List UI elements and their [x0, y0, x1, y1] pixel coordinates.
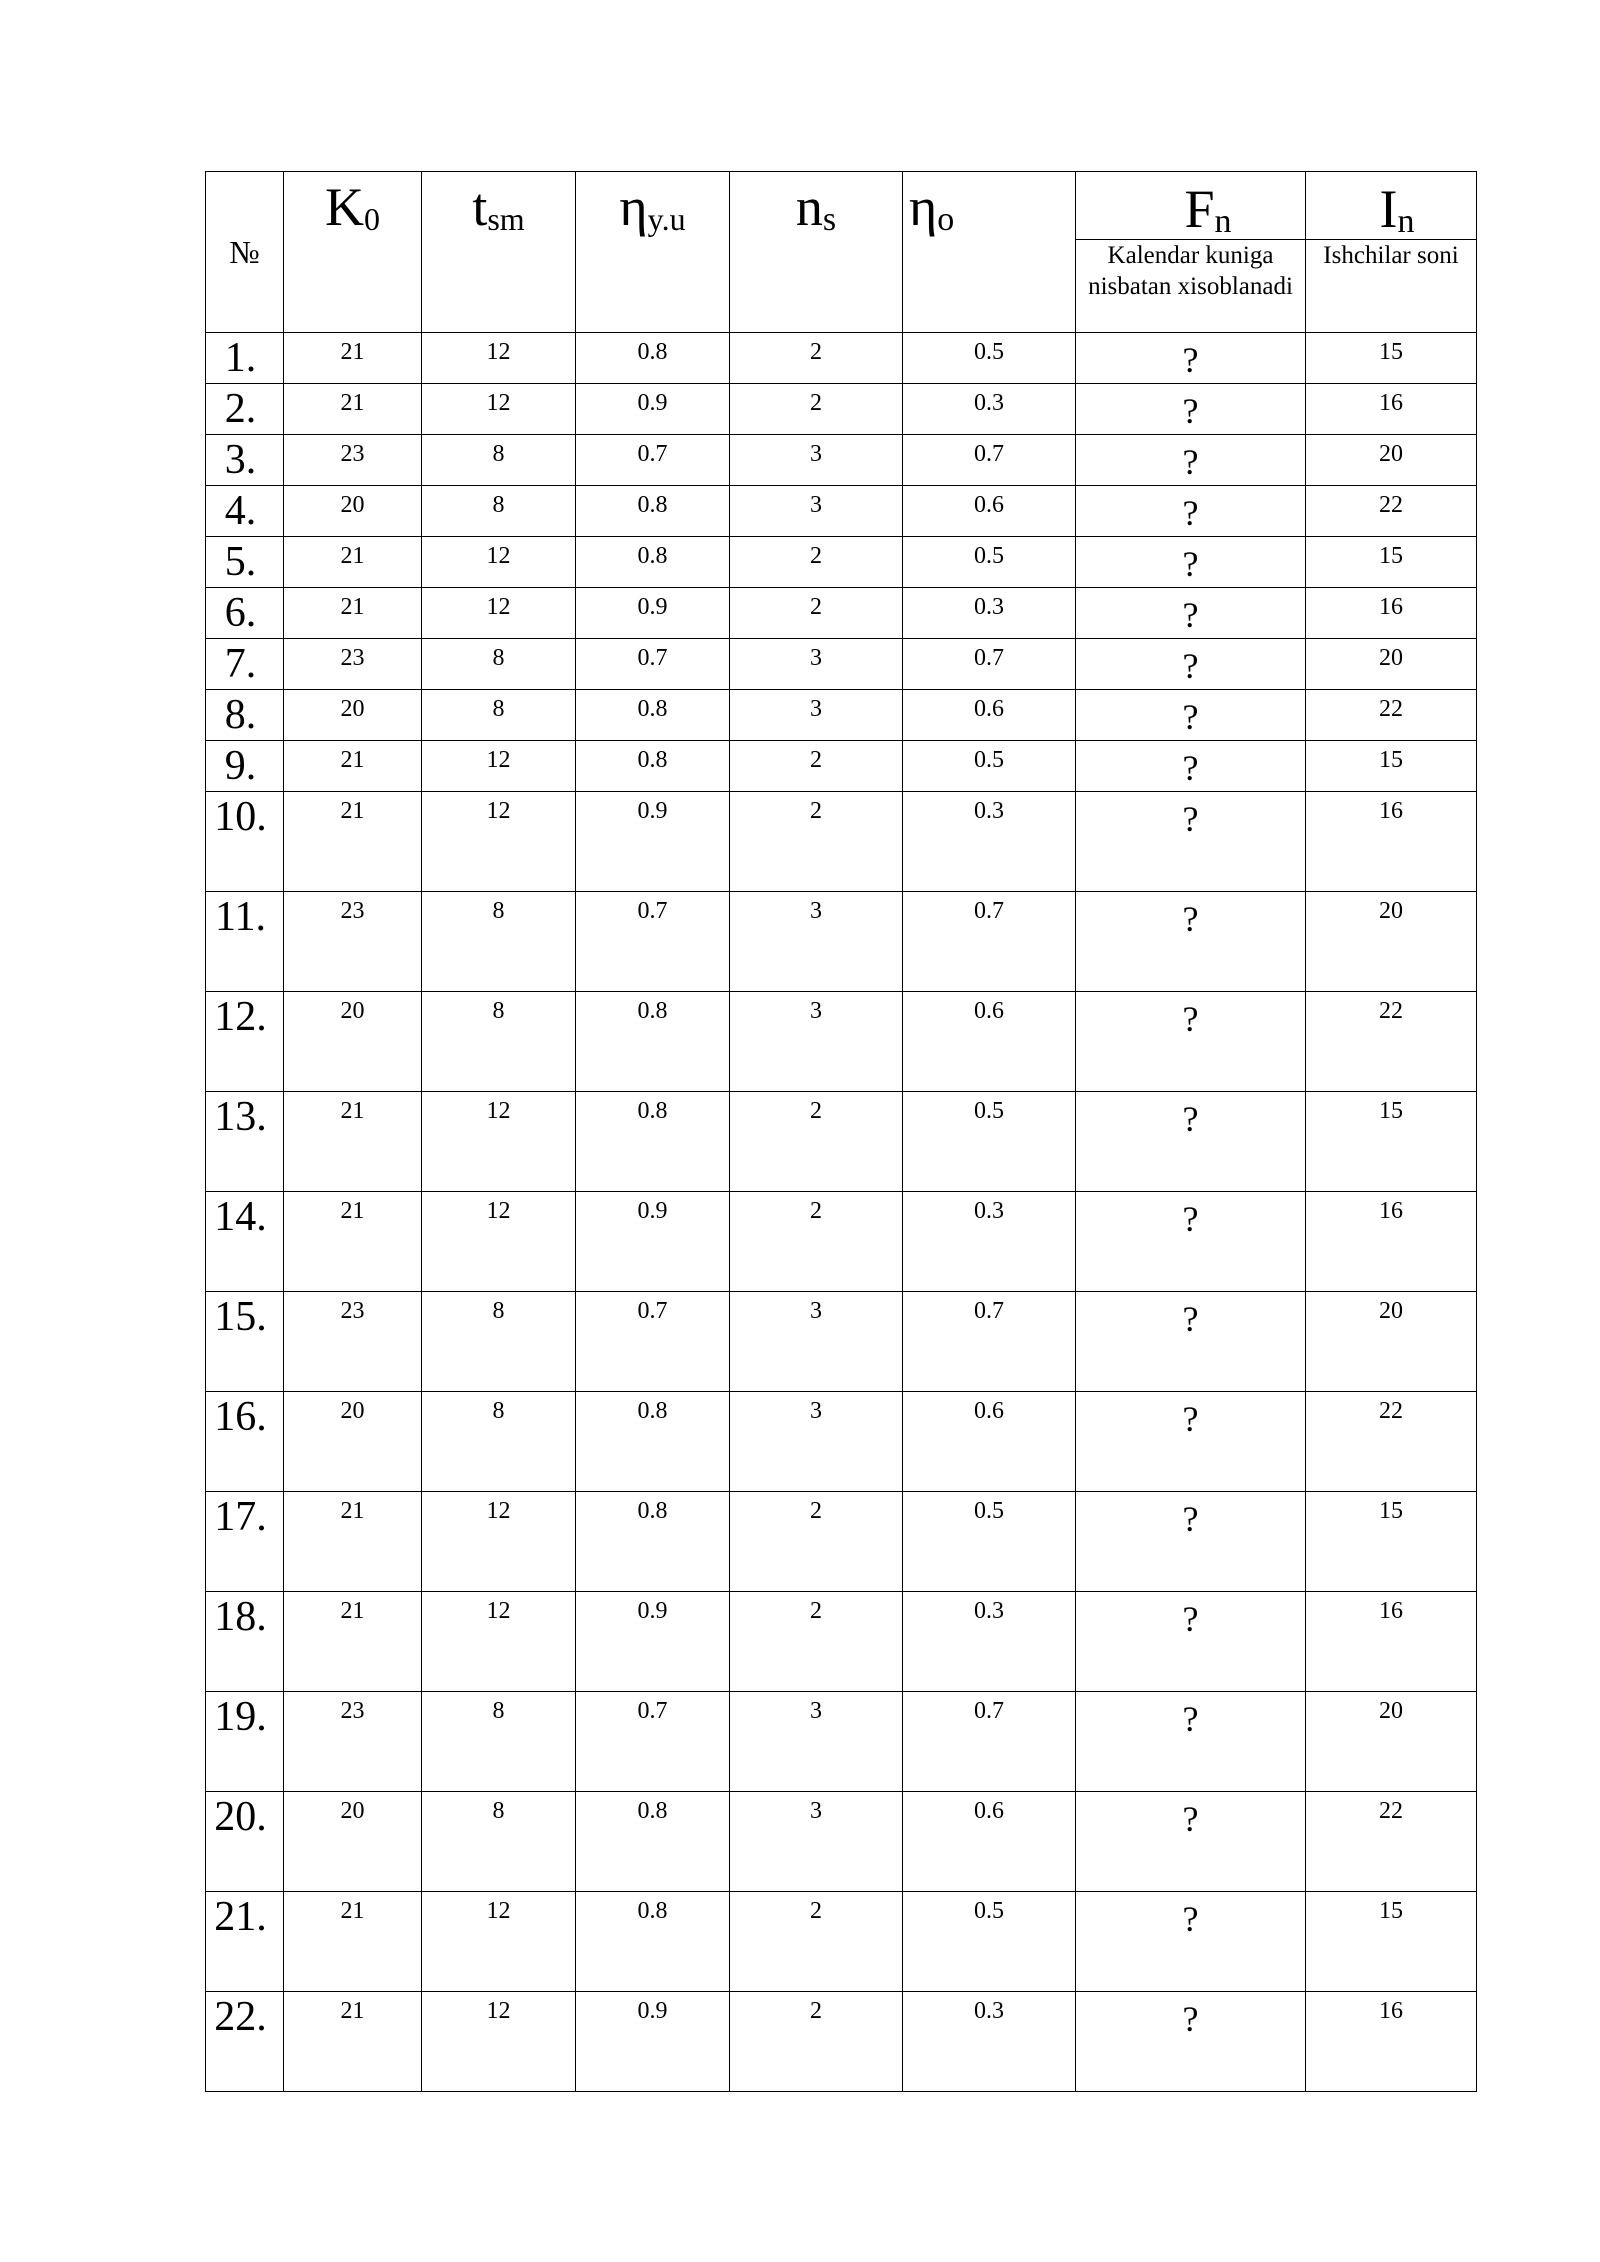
cell-eta-yu: 0.8: [576, 741, 730, 792]
cell-ns: 2: [730, 537, 903, 588]
cell-eta-yu: 0.8: [576, 537, 730, 588]
cell-in: 16: [1306, 1992, 1477, 2092]
cell-eta-yu: 0.7: [576, 892, 730, 992]
cell-fn: ?: [1076, 435, 1306, 486]
cell-eta-o: 0.5: [903, 1492, 1076, 1592]
cell-eta-yu: 0.8: [576, 1792, 730, 1892]
row-number: 3.: [206, 435, 284, 486]
cell-in: 22: [1306, 1392, 1477, 1492]
cell-eta-o: 0.6: [903, 1792, 1076, 1892]
cell-eta-yu: 0.9: [576, 792, 730, 892]
cell-k0: 20: [284, 1792, 422, 1892]
cell-k0: 23: [284, 892, 422, 992]
cell-eta-yu: 0.9: [576, 384, 730, 435]
header-eta-yu: ηy.u: [576, 172, 730, 333]
header-fn: Fn: [1076, 172, 1306, 240]
cell-in: 22: [1306, 1792, 1477, 1892]
cell-ns: 2: [730, 333, 903, 384]
table-row: [206, 1392, 1477, 1492]
row-number: 5.: [206, 537, 284, 588]
cell-in: 20: [1306, 435, 1477, 486]
row-number: 21.: [206, 1892, 284, 1992]
cell-eta-o: 0.7: [903, 1292, 1076, 1392]
cell-in: 20: [1306, 639, 1477, 690]
cell-eta-yu: 0.7: [576, 1292, 730, 1392]
cell-k0: 20: [284, 992, 422, 1092]
row-number: 19.: [206, 1692, 284, 1792]
row-number: 6.: [206, 588, 284, 639]
cell-fn: ?: [1076, 1692, 1306, 1792]
row-number: 15.: [206, 1292, 284, 1392]
cell-fn: ?: [1076, 792, 1306, 892]
table-body: [206, 333, 1477, 2092]
cell-fn: ?: [1076, 992, 1306, 1092]
cell-ns: 3: [730, 639, 903, 690]
cell-fn: ?: [1076, 1292, 1306, 1392]
cell-fn: ?: [1076, 1192, 1306, 1292]
cell-eta-o: 0.5: [903, 1092, 1076, 1192]
cell-ns: 3: [730, 1292, 903, 1392]
cell-eta-o: 0.7: [903, 435, 1076, 486]
cell-tsm: 12: [422, 333, 576, 384]
cell-tsm: 8: [422, 1792, 576, 1892]
cell-eta-o: 0.3: [903, 1992, 1076, 2092]
row-number: 10.: [206, 792, 284, 892]
table-row: [206, 1192, 1477, 1292]
cell-in: 22: [1306, 486, 1477, 537]
cell-eta-yu: 0.8: [576, 333, 730, 384]
table-row: [206, 384, 1477, 435]
cell-k0: 21: [284, 333, 422, 384]
cell-tsm: 8: [422, 1392, 576, 1492]
cell-tsm: 12: [422, 1992, 576, 2092]
cell-eta-o: 0.3: [903, 1192, 1076, 1292]
cell-tsm: 8: [422, 992, 576, 1092]
table-row: [206, 588, 1477, 639]
cell-fn: ?: [1076, 588, 1306, 639]
cell-k0: 21: [284, 537, 422, 588]
cell-eta-o: 0.6: [903, 690, 1076, 741]
cell-eta-yu: 0.8: [576, 1092, 730, 1192]
cell-in: 15: [1306, 1892, 1477, 1992]
cell-eta-o: 0.3: [903, 384, 1076, 435]
cell-in: 15: [1306, 1092, 1477, 1192]
cell-eta-yu: 0.7: [576, 435, 730, 486]
cell-k0: 21: [284, 1592, 422, 1692]
cell-ns: 2: [730, 1892, 903, 1992]
cell-ns: 2: [730, 1592, 903, 1692]
cell-fn: ?: [1076, 384, 1306, 435]
table-row: [206, 1992, 1477, 2092]
cell-eta-o: 0.3: [903, 588, 1076, 639]
row-number: 11.: [206, 892, 284, 992]
cell-in: 20: [1306, 892, 1477, 992]
cell-in: 16: [1306, 792, 1477, 892]
cell-ns: 3: [730, 1692, 903, 1792]
cell-fn: ?: [1076, 1892, 1306, 1992]
cell-k0: 21: [284, 741, 422, 792]
row-number: 9.: [206, 741, 284, 792]
cell-k0: 23: [284, 435, 422, 486]
row-number: 16.: [206, 1392, 284, 1492]
table-row: [206, 486, 1477, 537]
cell-in: 15: [1306, 741, 1477, 792]
row-number: 14.: [206, 1192, 284, 1292]
table-row: [206, 1292, 1477, 1392]
row-number: 17.: [206, 1492, 284, 1592]
row-number: 2.: [206, 384, 284, 435]
cell-k0: 20: [284, 690, 422, 741]
table-row: [206, 333, 1477, 384]
row-number: 18.: [206, 1592, 284, 1692]
cell-in: 20: [1306, 1292, 1477, 1392]
table-row: [206, 792, 1477, 892]
cell-ns: 2: [730, 588, 903, 639]
cell-k0: 21: [284, 588, 422, 639]
table-row: [206, 435, 1477, 486]
cell-eta-yu: 0.9: [576, 588, 730, 639]
cell-eta-o: 0.5: [903, 1892, 1076, 1992]
cell-eta-o: 0.3: [903, 1592, 1076, 1692]
cell-ns: 2: [730, 384, 903, 435]
cell-ns: 2: [730, 792, 903, 892]
cell-in: 16: [1306, 588, 1477, 639]
cell-ns: 2: [730, 1192, 903, 1292]
cell-fn: ?: [1076, 892, 1306, 992]
table-row: [206, 892, 1477, 992]
cell-k0: 23: [284, 639, 422, 690]
cell-eta-yu: 0.7: [576, 1692, 730, 1792]
table-row: [206, 1092, 1477, 1192]
cell-eta-o: 0.5: [903, 741, 1076, 792]
table-row: [206, 741, 1477, 792]
cell-k0: 23: [284, 1692, 422, 1792]
cell-ns: 3: [730, 486, 903, 537]
cell-k0: 21: [284, 1092, 422, 1192]
cell-eta-o: 0.5: [903, 537, 1076, 588]
cell-ns: 3: [730, 1392, 903, 1492]
cell-tsm: 12: [422, 792, 576, 892]
cell-in: 16: [1306, 1192, 1477, 1292]
cell-eta-yu: 0.9: [576, 1192, 730, 1292]
cell-eta-yu: 0.9: [576, 1592, 730, 1692]
cell-tsm: 12: [422, 537, 576, 588]
header-tsm: tsm: [422, 172, 576, 333]
cell-ns: 2: [730, 1492, 903, 1592]
cell-ns: 2: [730, 1992, 903, 2092]
table-row: [206, 1792, 1477, 1892]
cell-in: 22: [1306, 690, 1477, 741]
table-row: [206, 690, 1477, 741]
cell-k0: 20: [284, 1392, 422, 1492]
cell-ns: 3: [730, 892, 903, 992]
cell-ns: 3: [730, 690, 903, 741]
cell-eta-o: 0.6: [903, 992, 1076, 1092]
cell-ns: 3: [730, 992, 903, 1092]
cell-k0: 21: [284, 792, 422, 892]
row-number: 12.: [206, 992, 284, 1092]
header-number: №: [206, 172, 284, 333]
cell-tsm: 8: [422, 639, 576, 690]
cell-fn: ?: [1076, 1592, 1306, 1692]
table-row: [206, 1492, 1477, 1592]
row-number: 13.: [206, 1092, 284, 1192]
cell-eta-yu: 0.8: [576, 1492, 730, 1592]
table-row: [206, 537, 1477, 588]
cell-in: 15: [1306, 333, 1477, 384]
table-row: [206, 1692, 1477, 1792]
cell-in: 15: [1306, 537, 1477, 588]
row-number: 22.: [206, 1992, 284, 2092]
cell-fn: ?: [1076, 537, 1306, 588]
cell-k0: 23: [284, 1292, 422, 1392]
cell-fn: ?: [1076, 1492, 1306, 1592]
cell-eta-yu: 0.8: [576, 992, 730, 1092]
cell-fn: ?: [1076, 639, 1306, 690]
header-in-description: Ishchilar soni: [1306, 239, 1477, 332]
cell-eta-yu: 0.8: [576, 486, 730, 537]
cell-eta-o: 0.6: [903, 1392, 1076, 1492]
header-eta-o: ηo: [903, 172, 1076, 333]
cell-tsm: 8: [422, 892, 576, 992]
cell-k0: 21: [284, 1192, 422, 1292]
cell-k0: 20: [284, 486, 422, 537]
cell-ns: 3: [730, 1792, 903, 1892]
cell-k0: 21: [284, 384, 422, 435]
cell-tsm: 12: [422, 1092, 576, 1192]
cell-k0: 21: [284, 1992, 422, 2092]
cell-tsm: 12: [422, 588, 576, 639]
header-ns: ns: [730, 172, 903, 333]
data-table: [205, 171, 1477, 2092]
cell-ns: 2: [730, 1092, 903, 1192]
cell-tsm: 8: [422, 486, 576, 537]
cell-fn: ?: [1076, 486, 1306, 537]
table-row: [206, 1892, 1477, 1992]
cell-tsm: 8: [422, 1292, 576, 1392]
cell-in: 20: [1306, 1692, 1477, 1792]
cell-tsm: 12: [422, 1192, 576, 1292]
cell-eta-yu: 0.9: [576, 1992, 730, 2092]
cell-tsm: 12: [422, 1492, 576, 1592]
cell-tsm: 12: [422, 384, 576, 435]
cell-eta-o: 0.7: [903, 639, 1076, 690]
header-in: In: [1306, 172, 1477, 240]
cell-eta-yu: 0.8: [576, 690, 730, 741]
row-number: 4.: [206, 486, 284, 537]
cell-ns: 2: [730, 741, 903, 792]
cell-in: 15: [1306, 1492, 1477, 1592]
header-fn-description: Kalendar kuniga nisbatan xisoblanadi: [1076, 239, 1306, 332]
row-number: 20.: [206, 1792, 284, 1892]
cell-fn: ?: [1076, 1392, 1306, 1492]
cell-eta-yu: 0.7: [576, 639, 730, 690]
header-row: [206, 172, 1477, 240]
cell-tsm: 12: [422, 741, 576, 792]
cell-fn: ?: [1076, 333, 1306, 384]
cell-tsm: 8: [422, 690, 576, 741]
cell-tsm: 12: [422, 1892, 576, 1992]
cell-eta-yu: 0.8: [576, 1892, 730, 1992]
table-row: [206, 639, 1477, 690]
row-number: 8.: [206, 690, 284, 741]
cell-fn: ?: [1076, 1992, 1306, 2092]
cell-eta-o: 0.7: [903, 892, 1076, 992]
cell-eta-o: 0.3: [903, 792, 1076, 892]
cell-eta-yu: 0.8: [576, 1392, 730, 1492]
cell-eta-o: 0.6: [903, 486, 1076, 537]
cell-fn: ?: [1076, 690, 1306, 741]
row-number: 1.: [206, 333, 284, 384]
cell-tsm: 12: [422, 1592, 576, 1692]
cell-fn: ?: [1076, 1092, 1306, 1192]
header-k0: K0: [284, 172, 422, 333]
cell-in: 16: [1306, 384, 1477, 435]
cell-fn: ?: [1076, 741, 1306, 792]
cell-ns: 3: [730, 435, 903, 486]
cell-in: 22: [1306, 992, 1477, 1092]
cell-k0: 21: [284, 1892, 422, 1992]
cell-eta-o: 0.5: [903, 333, 1076, 384]
row-number: 7.: [206, 639, 284, 690]
cell-eta-o: 0.7: [903, 1692, 1076, 1792]
table-row: [206, 992, 1477, 1092]
cell-k0: 21: [284, 1492, 422, 1592]
cell-tsm: 8: [422, 435, 576, 486]
table-row: [206, 1592, 1477, 1692]
cell-tsm: 8: [422, 1692, 576, 1792]
cell-fn: ?: [1076, 1792, 1306, 1892]
cell-in: 16: [1306, 1592, 1477, 1692]
